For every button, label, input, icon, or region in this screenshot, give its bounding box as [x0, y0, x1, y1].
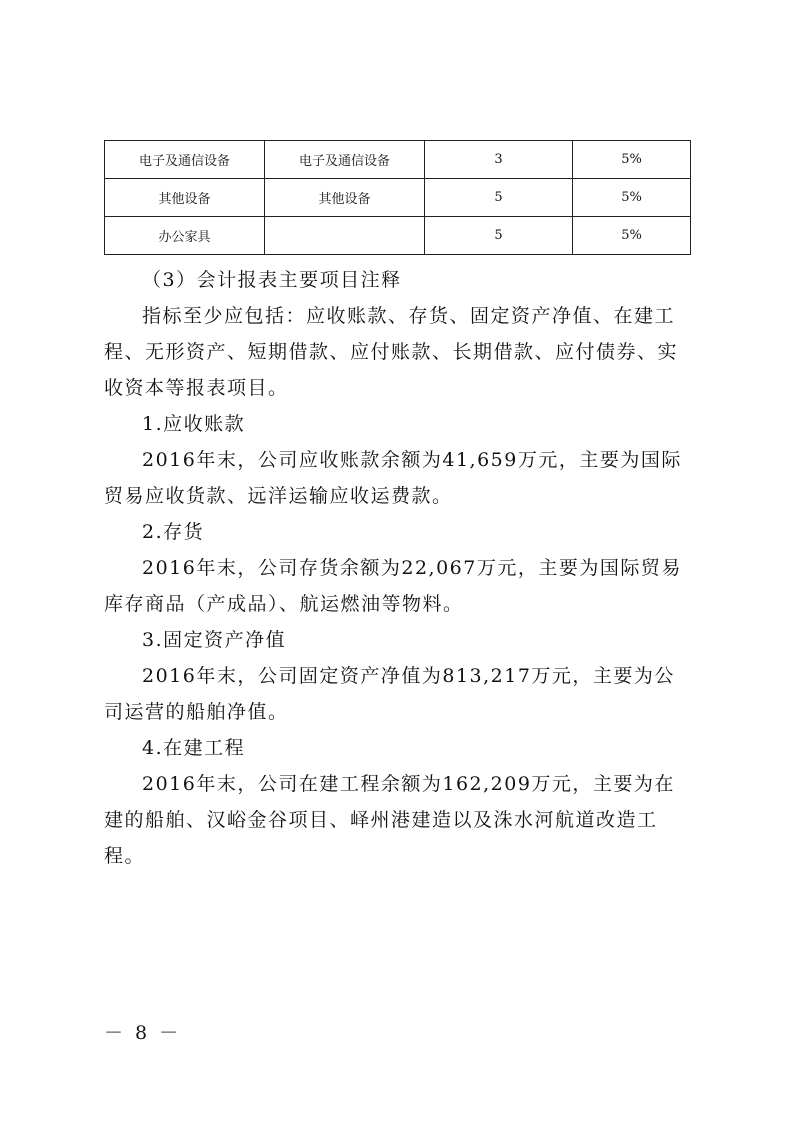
table-cell: 电子及通信设备: [265, 141, 425, 179]
table-cell: 电子及通信设备: [105, 141, 265, 179]
body-text: [104, 262, 692, 874]
item-heading-fixed-assets: 3.固定资产净值: [142, 629, 287, 651]
depreciation-table: [104, 140, 691, 255]
table-cell: 3: [425, 141, 573, 179]
section-heading: （3）会计报表主要项目注释: [142, 269, 402, 291]
item-heading-construction: 4.在建工程: [142, 737, 246, 759]
item-text-receivables: 2016年末，公司应收账款余额为41,659万元，主要为国际贸易应收货款、远洋运输应收运费款。: [104, 449, 682, 507]
table-cell: [265, 217, 425, 255]
item-heading-inventory: 2.存货: [142, 521, 205, 543]
item-text-construction: 2016年末，公司在建工程余额为162,209万元，主要为在建的船舶、汉峪金谷项目、峄州港建造以及洙水河航道改造工程。: [104, 773, 675, 867]
item-text-fixed-assets: 2016年末，公司固定资产净值为813,217万元，主要为公司运营的船舶净值。: [104, 665, 675, 723]
page-number: － 8 －: [104, 1022, 182, 1044]
table-cell: 5: [425, 217, 573, 255]
table-row: [105, 141, 691, 179]
table-cell: 5%: [573, 179, 691, 217]
table-cell: 其他设备: [105, 179, 265, 217]
intro-paragraph: 指标至少应包括：应收账款、存货、固定资产净值、在建工程、无形资产、短期借款、应付账款、长期借款、应付债券、实收资本等报表项目。: [104, 305, 679, 399]
table-row: [105, 217, 691, 255]
table-cell: 5: [425, 179, 573, 217]
table-cell: 5%: [573, 141, 691, 179]
table-row: [105, 179, 691, 217]
table-cell: 其他设备: [265, 179, 425, 217]
table-cell: 办公家具: [105, 217, 265, 255]
item-text-inventory: 2016年末，公司存货余额为22,067万元，主要为国际贸易库存商品（产成品）、航运燃油等物料。: [104, 557, 682, 615]
table-cell: 5%: [573, 217, 691, 255]
item-heading-receivables: 1.应收账款: [142, 413, 246, 435]
